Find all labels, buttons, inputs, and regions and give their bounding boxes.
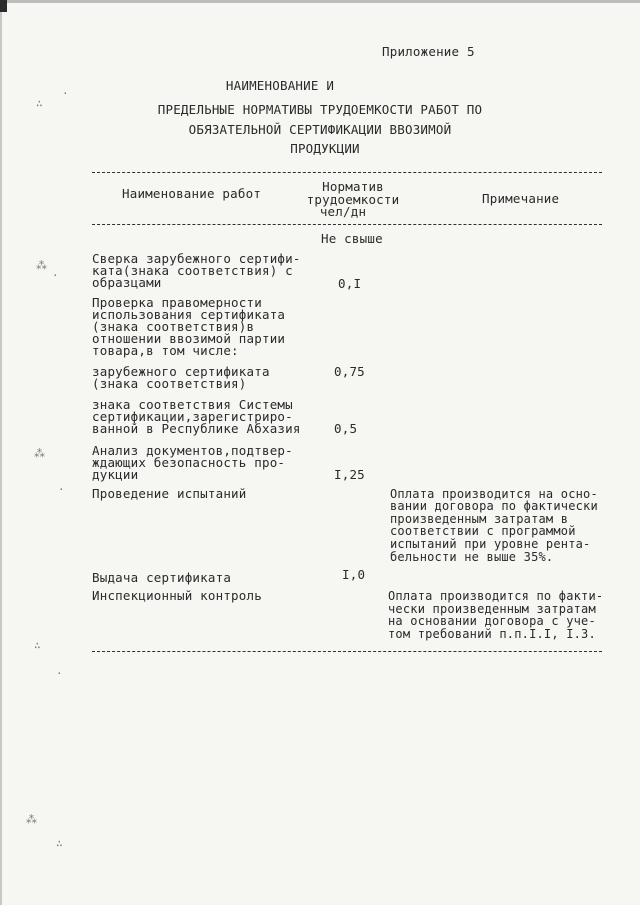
row-note-text: вании договора по фактически	[390, 499, 598, 513]
row-work-text: Проведение испытаний	[92, 486, 247, 501]
title-line-4: ПРОДУКЦИИ	[290, 141, 360, 156]
row-work-text: (знака соответствия)	[92, 376, 247, 391]
scan-speck: ∴	[56, 837, 63, 850]
row-note-text: соответствии с программой	[390, 524, 576, 538]
row-work-text: Анализ документов,подтвер-	[92, 443, 293, 458]
row-note-text: произведенным затратам в	[390, 512, 569, 526]
scan-speck: ⁂	[36, 259, 47, 272]
row-note-text: бельности не выше 35%.	[390, 550, 554, 564]
row-note-text: Оплата производится на осно-	[390, 487, 598, 501]
title-line-1: НАИМЕНОВАНИЕ И	[225, 78, 335, 93]
row-norm-value: 0,I	[338, 276, 362, 291]
row-work-text: Выдача сертификата	[92, 570, 232, 585]
scan-speck: ⁂	[26, 813, 37, 826]
scan-speck: ∴	[36, 97, 43, 110]
table-header-rule	[92, 224, 602, 225]
row-note-text: том требований п.п.I.I, I.3.	[388, 627, 596, 641]
row-work-text: сертификации,зарегистриро-	[92, 409, 293, 424]
column-header-norm-line2: трудоемкости	[306, 192, 400, 207]
row-norm-value: I,0	[342, 567, 366, 582]
row-work-text: Инспекционный контроль	[92, 588, 262, 603]
row-work-text: дукции	[92, 467, 139, 482]
column-header-work: Наименование работ	[122, 186, 262, 201]
row-norm-value: I,25	[334, 467, 365, 482]
row-work-text: знака соответствия Системы	[92, 397, 293, 412]
row-note-text: Оплата производится по факти-	[388, 589, 604, 603]
column-header-norm-line3: чел/дн	[319, 204, 367, 219]
table-top-rule	[92, 172, 602, 173]
scan-speck: ·	[56, 667, 63, 680]
row-work-text: ванной в Республике Абхазия	[92, 421, 301, 436]
title-line-2: ПРЕДЕЛЬНЫЕ НОРМАТИВЫ ТРУДОЕМКОСТИ РАБОТ ПО	[157, 102, 483, 117]
row-norm-value: 0,5	[334, 421, 358, 436]
row-work-text: Проверка правомерности	[92, 295, 262, 310]
row-work-text: (знака соответствия)в	[92, 319, 255, 334]
row-work-text: зарубежного сертификата	[92, 364, 270, 379]
row-work-text: отношении ввозимой партии	[92, 331, 286, 346]
row-work-text: ждающих безопасность про-	[92, 455, 286, 470]
scan-speck: ·	[62, 87, 69, 100]
table-bottom-rule	[92, 651, 602, 652]
title-line-3: ОБЯЗАТЕЛЬНОЙ СЕРТИФИКАЦИИ ВВОЗИМОЙ	[188, 122, 452, 137]
row-work-text: образцами	[92, 275, 162, 290]
scan-corner-mark	[0, 0, 7, 12]
row-note-text: испытаний при уровне рента-	[390, 537, 591, 551]
row-work-text: ката(знака соответствия) с	[92, 263, 293, 278]
scan-speck: ·	[58, 483, 65, 496]
scan-speck: ·	[52, 269, 59, 282]
scan-speck: ⁂	[34, 447, 45, 460]
scan-edge-top	[0, 0, 640, 3]
row-work-text: товара,в том числе:	[92, 343, 239, 358]
column-header-note: Примечание	[482, 191, 560, 206]
row-work-text: использования сертификата	[92, 307, 286, 322]
column-header-norm-line1: Норматив	[322, 179, 384, 194]
row-note-text: чески произведенным затратам	[388, 602, 596, 616]
row-norm-value: 0,75	[334, 364, 365, 379]
row-note-text: на основании договора с уче-	[388, 614, 596, 628]
norm-subheader: Не свыше	[321, 231, 383, 246]
scan-speck: ∴	[34, 639, 41, 652]
row-work-text: Сверка зарубежного сертифи-	[92, 251, 301, 266]
appendix-label: Приложение 5	[382, 44, 475, 59]
